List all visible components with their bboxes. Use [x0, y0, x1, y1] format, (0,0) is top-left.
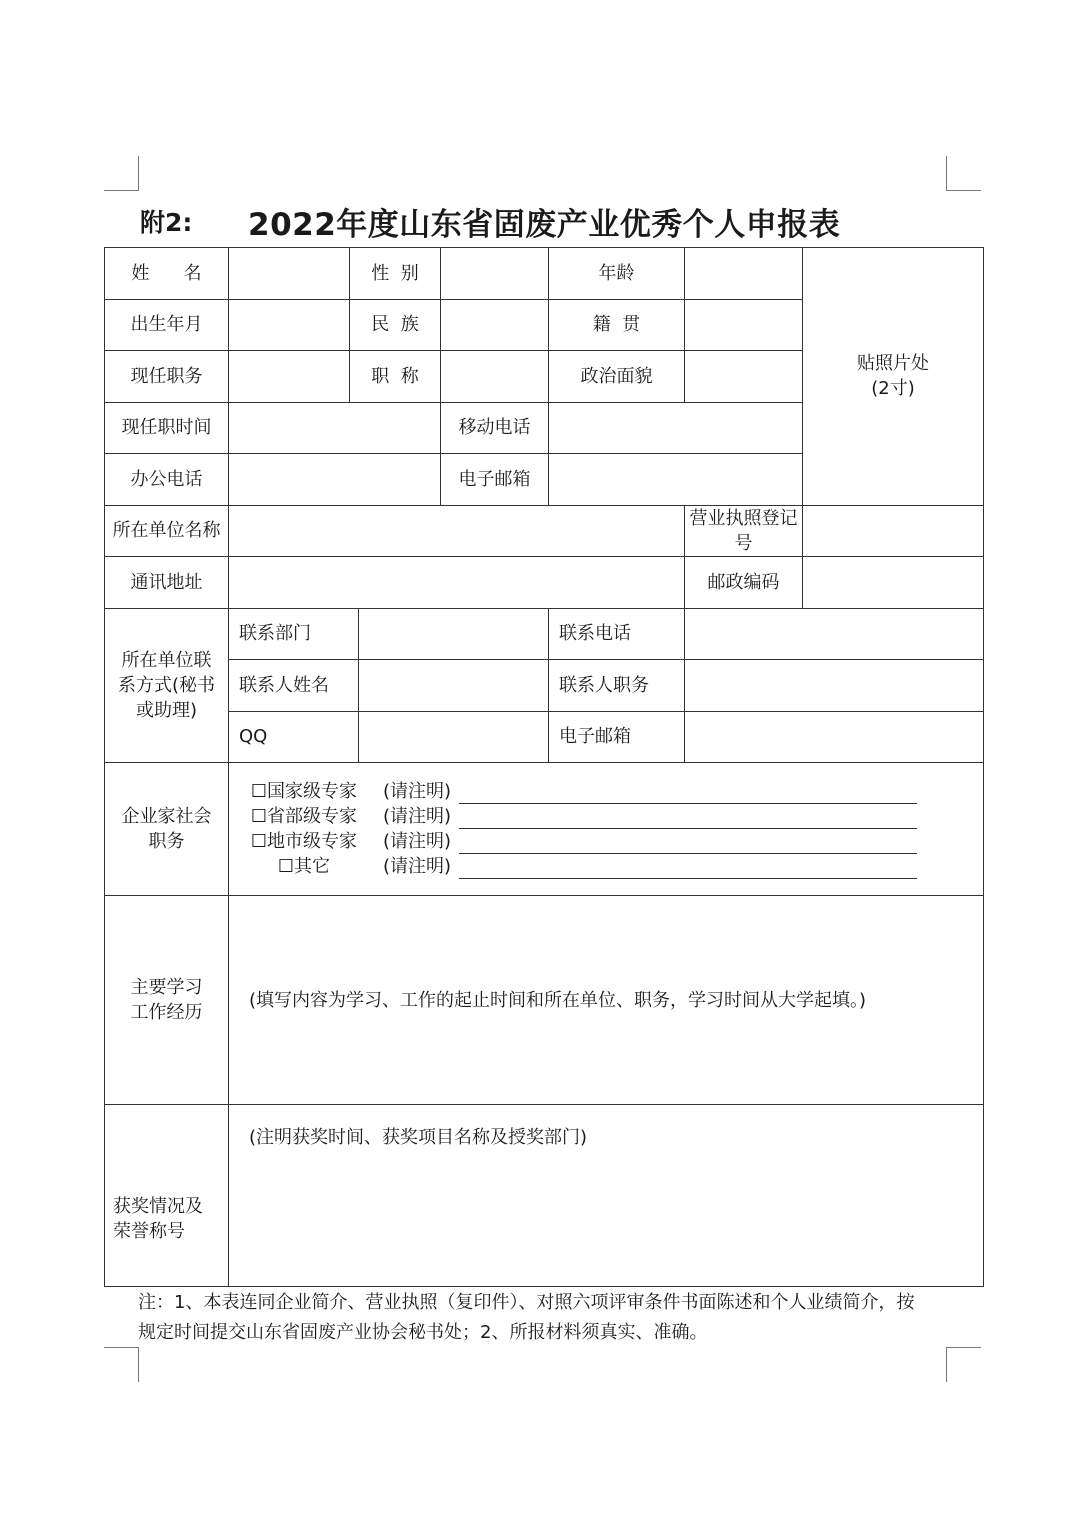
label-ethnicity: 民 族 — [350, 299, 441, 351]
contact-phone-input[interactable] — [685, 608, 984, 660]
office-phone-input[interactable] — [229, 454, 441, 506]
checkbox-label: ☐国家级专家 — [250, 781, 358, 802]
label-office-phone: 办公电话 — [105, 454, 229, 506]
photo-size: (2寸) — [871, 378, 915, 400]
birth-input[interactable] — [229, 299, 350, 351]
label-contact-person-position: 联系人职务 — [549, 660, 685, 712]
mobile-input[interactable] — [549, 402, 803, 454]
photo-area[interactable] — [803, 248, 984, 506]
crop-mark-top-right — [946, 156, 981, 191]
footnote: 注：1、本表连同企业简介、营业执照（复印件）、对照六项评审条件书面陈述和个人业绩简介，按规定时间提交山东省固废产业协会秘书处；2、所报材料须真实、准确。 — [138, 1292, 915, 1343]
label-contact-phone: 联系电话 — [549, 608, 685, 660]
fill-in-line[interactable] — [459, 864, 917, 879]
attachment-label: 附2: — [140, 208, 193, 237]
native-place-input[interactable] — [685, 299, 803, 351]
label-mobile: 移动电话 — [441, 402, 549, 454]
qq-input[interactable] — [359, 711, 549, 763]
social-role-item[interactable] — [233, 804, 979, 829]
label-address: 通讯地址 — [105, 557, 229, 609]
label-native-place: 籍 贯 — [549, 299, 685, 351]
label-position-since: 现任职时间 — [105, 402, 229, 454]
position-input[interactable] — [229, 351, 350, 403]
form-row — [105, 505, 984, 557]
contact-email-input[interactable] — [685, 711, 984, 763]
ethnicity-input[interactable] — [441, 299, 549, 351]
form-row — [105, 660, 984, 712]
form-row — [105, 896, 984, 1105]
label-position: 现任职务 — [105, 351, 229, 403]
page-title: 2022年度山东省固废产业优秀个人申报表 — [248, 207, 841, 243]
label-contact-email: 电子邮箱 — [549, 711, 685, 763]
label-business-license: 营业执照登记号 — [685, 505, 803, 557]
checkbox-label: ☐其它 — [277, 856, 331, 877]
label-birth: 出生年月 — [105, 299, 229, 351]
form-row — [105, 608, 984, 660]
label-postcode: 邮政编码 — [685, 557, 803, 609]
checkbox-label: ☐省部级专家 — [250, 806, 358, 827]
contact-person-input[interactable] — [359, 660, 549, 712]
contact-department-input[interactable] — [359, 608, 549, 660]
note-label: (请注明) — [382, 781, 452, 802]
note-label: (请注明) — [382, 856, 452, 877]
label-age: 年龄 — [549, 248, 685, 300]
postcode-input[interactable] — [803, 557, 984, 609]
label-contact-department: 联系部门 — [229, 608, 359, 660]
fill-in-line[interactable] — [459, 789, 917, 804]
contact-person-position-input[interactable] — [685, 660, 984, 712]
label-gender: 性 别 — [350, 248, 441, 300]
social-role-item[interactable] — [233, 854, 979, 879]
label-social-roles: 企业家社会职务 — [105, 763, 229, 896]
social-role-item[interactable] — [233, 779, 979, 804]
label-awards: 获奖情况及荣誉称号 — [105, 1105, 229, 1287]
label-experience: 主要学习工作经历 — [105, 896, 229, 1105]
form-row — [105, 557, 984, 609]
email-input[interactable] — [549, 454, 803, 506]
gender-input[interactable] — [441, 248, 549, 300]
form-row — [105, 711, 984, 763]
social-role-item[interactable] — [233, 829, 979, 854]
checkbox-label: ☐地市级专家 — [250, 831, 358, 852]
label-political-status: 政治面貌 — [549, 351, 685, 403]
fill-in-line[interactable] — [459, 814, 917, 829]
age-input[interactable] — [685, 248, 803, 300]
business-license-input[interactable] — [803, 505, 984, 557]
crop-mark-bottom-left — [104, 1347, 139, 1382]
address-input[interactable] — [229, 557, 685, 609]
name-input[interactable] — [229, 248, 350, 300]
label-employer: 所在单位名称 — [105, 505, 229, 557]
social-roles-list — [229, 763, 984, 896]
form-row — [105, 1105, 984, 1287]
label-name: 姓 名 — [105, 248, 229, 300]
note-label: (请注明) — [382, 831, 452, 852]
political-status-input[interactable] — [685, 351, 803, 403]
crop-mark-top-left — [104, 156, 139, 191]
fill-in-line[interactable] — [459, 839, 917, 854]
awards-input[interactable]: (注明获奖时间、获奖项目名称及授奖部门) — [229, 1105, 984, 1287]
form-row — [105, 248, 984, 300]
note-label: (请注明) — [382, 806, 452, 827]
title-input[interactable] — [441, 351, 549, 403]
form-row — [105, 763, 984, 896]
label-email: 电子邮箱 — [441, 454, 549, 506]
label-contact-person: 联系人姓名 — [229, 660, 359, 712]
label-contact: 所在单位联系方式(秘书或助理) — [105, 608, 229, 763]
photo-label: 贴照片处 — [857, 353, 930, 375]
crop-mark-bottom-right — [946, 1347, 981, 1382]
experience-input[interactable]: (填写内容为学习、工作的起止时间和所在单位、职务，学习时间从大学起填。) — [229, 896, 984, 1105]
label-qq: QQ — [229, 711, 359, 763]
employer-input[interactable] — [229, 505, 685, 557]
label-title: 职 称 — [350, 351, 441, 403]
position-since-input[interactable] — [229, 402, 441, 454]
application-form — [104, 247, 984, 1287]
